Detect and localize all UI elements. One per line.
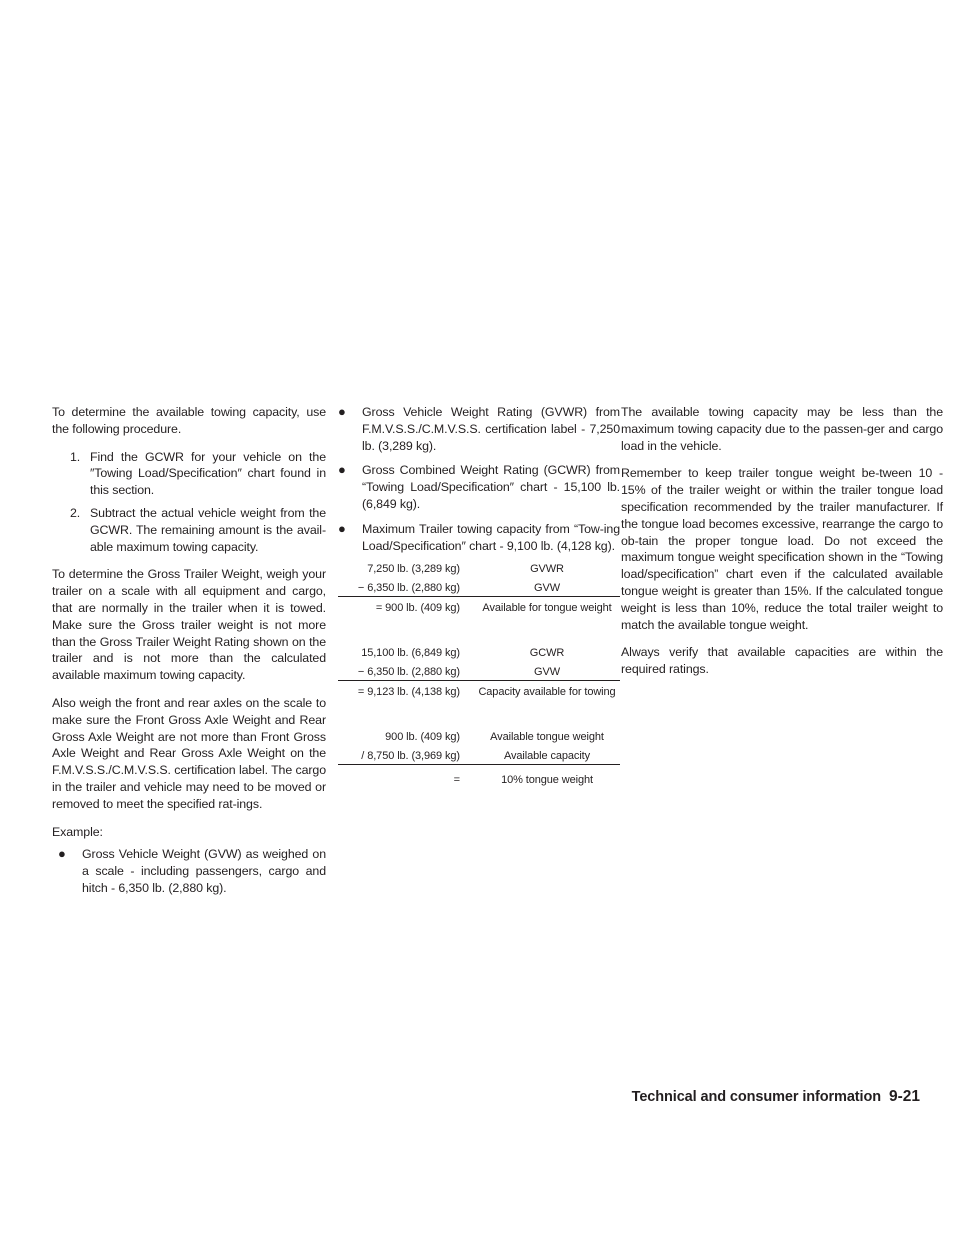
page-number: 9-21 bbox=[888, 1088, 920, 1105]
step-text: Find the GCWR for your vehicle on the ″Towing Load/Specification″ chart found in this section. bbox=[90, 449, 326, 498]
capacity-note-paragraph: The available towing capacity may be less than the maximum towing capacity due to the passen-ger and cargo load in the vehicle. bbox=[621, 405, 943, 453]
intro-paragraph: To determine the available towing capacity, use the following procedure. bbox=[52, 405, 326, 436]
calc-row bbox=[338, 749, 620, 765]
bullet-icon: ● bbox=[338, 462, 346, 478]
list-item bbox=[338, 404, 620, 454]
gross-trailer-paragraph: To determine the Gross Trailer Weight, weigh your trailer on a scale with all equipment and cargo, that are normally in the trailer when it is towed. Make sure the Gross trailer weight is not more than the Gross Trailer Weight Rating shown on the trailer and is not more than the calculated available maximum towing capacity. bbox=[52, 567, 326, 683]
step-text: Subtract the actual vehicle weight from the GCWR. The remaining amount is the avail-able maximum towing capacity. bbox=[90, 505, 326, 554]
bullet-icon: ● bbox=[58, 846, 66, 862]
calc-result-row bbox=[338, 773, 620, 788]
tongue-weight-paragraph: Remember to keep trailer tongue weight be-tween 10 - 15% of the trailer weight or within the trailer tongue load specification recommended by the trailer manufacturer. If the tongue load becomes excessive, rearrange the cargo to ob-tain the proper tongue load. Do not exceed the maximum tongue weight specification shown in the “Towing load/specification” chart even if the calculated available tongue weight is greater than 15%. If the calculated tongue weight is less than 10%, reduce the total trailer weight to match the available tongue weight. bbox=[621, 466, 943, 632]
step-number: 2. bbox=[70, 505, 81, 520]
calc-result-row bbox=[338, 601, 620, 616]
calc-value: = bbox=[453, 774, 460, 787]
example-bullets bbox=[52, 846, 326, 896]
section-title: Technical and consumer information bbox=[631, 1089, 881, 1105]
calc-result-row bbox=[338, 685, 620, 700]
procedure-steps bbox=[52, 449, 326, 556]
calc-label: Available for tongue weight bbox=[482, 602, 612, 615]
calc-value: − 6,350 lb. (2,880 kg) bbox=[357, 582, 460, 595]
bullet-text: Maximum Trailer towing capacity from “Tow-ing Load/Specification″ chart - 9,100 lb. (4,128 kg). bbox=[362, 521, 620, 553]
verify-paragraph: Always verify that available capacities are within the required ratings. bbox=[621, 645, 943, 677]
step-number: 1. bbox=[70, 449, 81, 464]
calc-label: GVW bbox=[534, 582, 560, 595]
calc-label: Available tongue weight bbox=[490, 731, 604, 744]
column-right bbox=[621, 404, 943, 689]
bullet-icon: ● bbox=[338, 520, 346, 536]
bullet-text: Gross Vehicle Weight Rating (GVWR) from F.M.V.S.S./C.M.V.S.S. certification label - 7,250 lb. (3,289 kg). bbox=[362, 405, 620, 453]
rating-bullets bbox=[338, 404, 620, 554]
bullet-icon: ● bbox=[338, 404, 346, 419]
example-label: Example: bbox=[52, 824, 103, 839]
calc-value: / 8,750 lb. (3,969 kg) bbox=[361, 750, 460, 763]
calc-value: = 900 lb. (409 kg) bbox=[375, 602, 460, 615]
calc-value: = 9,123 lb. (4,138 kg) bbox=[357, 686, 460, 699]
list-item bbox=[338, 462, 620, 512]
column-middle bbox=[338, 404, 620, 788]
calc-value: 900 lb. (409 kg) bbox=[385, 731, 460, 744]
calc-label: Capacity available for towing bbox=[478, 686, 616, 699]
page-footer bbox=[620, 1088, 920, 1106]
axle-weight-paragraph: Also weigh the front and rear axles on the scale to make sure the Front Gross Axle Weight and Rear Gross Axle Weight are not more than Front Gross Axle Weight and Rear Gross Axle Weight on the F.M.V.S.S./C.M.V.S.S. certification label. The cargo in the trailer and vehicle may need to be moved or removed to meet the specified rat-ings. bbox=[52, 695, 326, 811]
list-item bbox=[52, 505, 326, 555]
list-item bbox=[52, 846, 326, 896]
bullet-text: Gross Vehicle Weight (GVW) as weighed on a scale - including passengers, cargo and hitch - 6,350 lb. (2,880 kg). bbox=[82, 847, 326, 895]
tongue-weight-calculation bbox=[338, 562, 620, 788]
list-item bbox=[52, 449, 326, 499]
calc-row bbox=[338, 581, 620, 597]
calc-label: 10% tongue weight bbox=[501, 774, 593, 787]
calc-label: GVWR bbox=[530, 563, 564, 576]
calc-value: 7,250 lb. (3,289 kg) bbox=[367, 563, 460, 576]
calc-label: GVW bbox=[534, 666, 560, 679]
calc-row bbox=[338, 665, 620, 681]
calc-label: GCWR bbox=[529, 647, 565, 660]
calc-row bbox=[338, 562, 620, 577]
calc-value: 15,100 lb. (6,849 kg) bbox=[361, 647, 460, 660]
calc-row bbox=[338, 646, 620, 661]
calc-value: − 6,350 lb. (2,880 kg) bbox=[357, 666, 460, 679]
calc-label: Available capacity bbox=[503, 750, 591, 763]
calc-row bbox=[338, 730, 620, 745]
column-left bbox=[52, 404, 326, 905]
bullet-text: Gross Combined Weight Rating (GCWR) from “Towing Load/Specification″ chart - 15,100 lb. (6,849 kg). bbox=[362, 463, 620, 511]
list-item bbox=[338, 521, 620, 555]
